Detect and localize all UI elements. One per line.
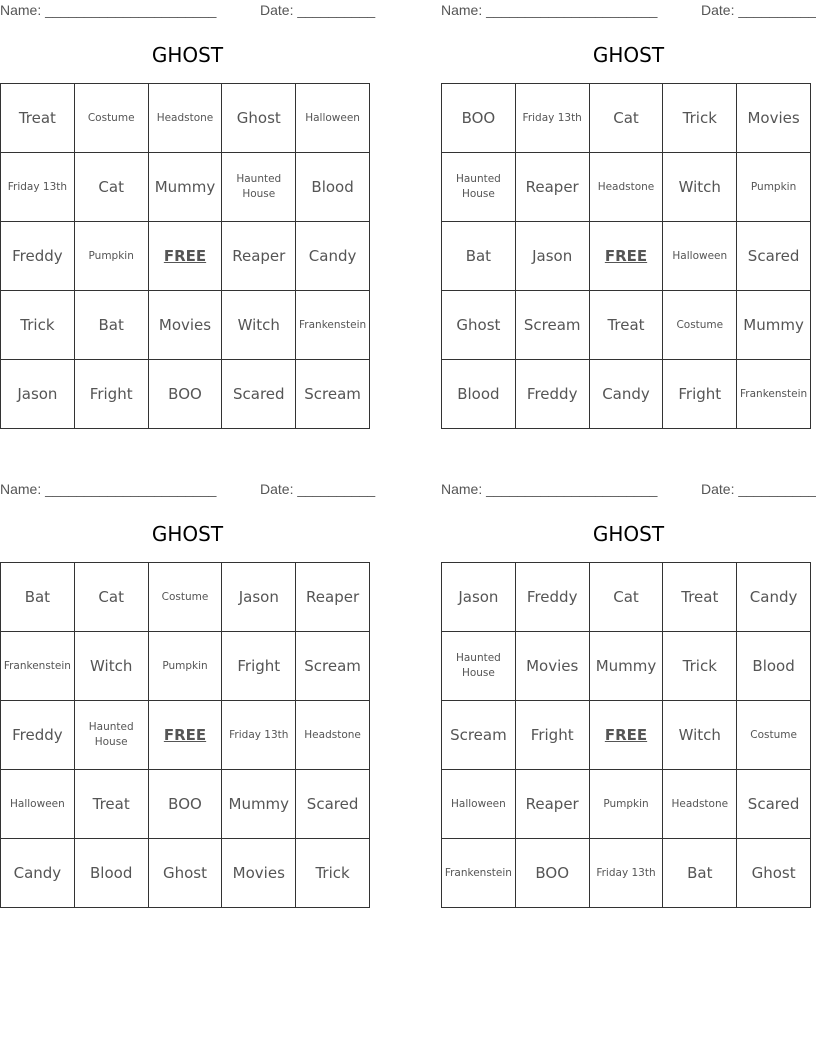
bingo-cell[interactable]: BOO <box>148 770 222 839</box>
bingo-cell[interactable]: Trick <box>663 632 737 701</box>
free-space-cell[interactable]: FREE <box>589 222 663 291</box>
bingo-cell[interactable]: Frankenstein <box>737 360 811 429</box>
bingo-cell[interactable]: Jason <box>442 563 516 632</box>
bingo-card-3 <box>0 479 376 882</box>
bingo-card-2 <box>441 0 816 403</box>
grid-row <box>442 360 811 429</box>
grid-row <box>1 632 370 701</box>
bingo-cell[interactable]: Ghost <box>222 84 296 153</box>
name-field[interactable]: Name: ______________________ <box>0 481 217 497</box>
bingo-cell[interactable]: Fright <box>74 360 148 429</box>
bingo-cell[interactable]: Witch <box>74 632 148 701</box>
bingo-cell[interactable]: Jason <box>222 563 296 632</box>
bingo-grid <box>0 83 370 429</box>
bingo-cell[interactable]: Candy <box>1 839 75 908</box>
bingo-cell[interactable]: Freddy <box>515 563 589 632</box>
bingo-cell[interactable]: Haunted House <box>222 153 296 222</box>
bingo-cell[interactable]: Jason <box>515 222 589 291</box>
bingo-cell[interactable]: Cat <box>74 563 148 632</box>
bingo-cell[interactable]: Headstone <box>589 153 663 222</box>
bingo-cell[interactable]: Bat <box>74 291 148 360</box>
grid-row <box>442 84 811 153</box>
bingo-cell[interactable]: Freddy <box>1 701 75 770</box>
bingo-cell[interactable]: Scream <box>442 701 516 770</box>
grid-row <box>442 701 811 770</box>
bingo-cell[interactable]: Treat <box>74 770 148 839</box>
bingo-cell[interactable]: Mummy <box>222 770 296 839</box>
bingo-cell[interactable]: Fright <box>663 360 737 429</box>
bingo-cell[interactable]: Fright <box>222 632 296 701</box>
bingo-cell[interactable]: Trick <box>1 291 75 360</box>
grid-row <box>1 701 370 770</box>
bingo-cell[interactable]: Blood <box>737 632 811 701</box>
bingo-cell[interactable]: Frankenstein <box>296 291 370 360</box>
free-space-cell[interactable]: FREE <box>148 701 222 770</box>
card-title: GHOST <box>151 43 224 67</box>
bingo-grid <box>441 83 811 429</box>
bingo-grid <box>0 562 370 908</box>
card-title: GHOST <box>151 522 224 546</box>
bingo-cell[interactable]: Haunted House <box>442 153 516 222</box>
bingo-cell[interactable]: Haunted House <box>442 632 516 701</box>
bingo-cell[interactable]: Bat <box>663 839 737 908</box>
bingo-cell[interactable]: Costume <box>148 563 222 632</box>
grid-row <box>442 563 811 632</box>
grid-row <box>442 291 811 360</box>
date-field[interactable]: Date: __________ <box>260 2 376 18</box>
bingo-cell[interactable]: Candy <box>589 360 663 429</box>
bingo-cell[interactable]: Trick <box>663 84 737 153</box>
bingo-cell[interactable]: Ghost <box>737 839 811 908</box>
bingo-cell[interactable]: Scream <box>296 632 370 701</box>
bingo-cell[interactable]: Scream <box>296 360 370 429</box>
bingo-cell[interactable]: Fright <box>515 701 589 770</box>
bingo-cell[interactable]: Friday 13th <box>222 701 296 770</box>
bingo-cell[interactable]: Halloween <box>1 770 75 839</box>
date-field[interactable]: Date: __________ <box>701 2 816 18</box>
grid-row <box>1 84 370 153</box>
grid-row <box>442 770 811 839</box>
bingo-cell[interactable]: Movies <box>222 839 296 908</box>
bingo-cell[interactable]: Reaper <box>296 563 370 632</box>
bingo-cell[interactable]: BOO <box>442 84 516 153</box>
grid-row <box>1 770 370 839</box>
free-space-cell[interactable]: FREE <box>148 222 222 291</box>
bingo-cell[interactable]: Halloween <box>663 222 737 291</box>
bingo-card-4 <box>441 479 816 882</box>
card-title: GHOST <box>592 43 665 67</box>
bingo-cell[interactable]: Scared <box>737 222 811 291</box>
bingo-cell[interactable]: Bat <box>1 563 75 632</box>
bingo-cell[interactable]: Reaper <box>515 153 589 222</box>
bingo-cell[interactable]: Mummy <box>148 153 222 222</box>
bingo-cell[interactable]: Frankenstein <box>442 839 516 908</box>
grid-row <box>442 839 811 908</box>
bingo-cell[interactable]: Friday 13th <box>589 839 663 908</box>
bingo-cell[interactable]: Frankenstein <box>1 632 75 701</box>
date-field[interactable]: Date: __________ <box>701 481 816 497</box>
bingo-cell[interactable]: Cat <box>589 563 663 632</box>
bingo-cell[interactable]: Candy <box>737 563 811 632</box>
bingo-cell[interactable]: Trick <box>296 839 370 908</box>
bingo-cell[interactable]: Friday 13th <box>1 153 75 222</box>
bingo-cell[interactable]: Haunted House <box>74 701 148 770</box>
bingo-cell[interactable]: BOO <box>515 839 589 908</box>
card-title: GHOST <box>592 522 665 546</box>
bingo-cell[interactable]: Ghost <box>148 839 222 908</box>
bingo-cell[interactable]: Costume <box>663 291 737 360</box>
bingo-cell[interactable]: Reaper <box>222 222 296 291</box>
bingo-cell[interactable]: Costume <box>737 701 811 770</box>
free-space-cell[interactable]: FREE <box>589 701 663 770</box>
name-field[interactable]: Name: ______________________ <box>0 2 217 18</box>
bingo-cell[interactable]: Candy <box>296 222 370 291</box>
bingo-cell[interactable]: Treat <box>1 84 75 153</box>
bingo-cell[interactable]: Movies <box>148 291 222 360</box>
bingo-cell[interactable]: Mummy <box>589 632 663 701</box>
bingo-cell[interactable]: Blood <box>442 360 516 429</box>
bingo-cell[interactable]: Freddy <box>515 360 589 429</box>
grid-row <box>442 632 811 701</box>
grid-row <box>1 360 370 429</box>
bingo-cell[interactable]: Cat <box>589 84 663 153</box>
grid-row <box>1 291 370 360</box>
bingo-cell[interactable]: Costume <box>74 84 148 153</box>
bingo-cell[interactable]: Reaper <box>515 770 589 839</box>
bingo-cell[interactable]: Friday 13th <box>515 84 589 153</box>
bingo-cell[interactable]: Headstone <box>296 701 370 770</box>
name-field[interactable]: Name: ______________________ <box>441 2 658 18</box>
name-field[interactable]: Name: ______________________ <box>441 481 658 497</box>
bingo-cell[interactable]: Pumpkin <box>737 153 811 222</box>
grid-row <box>442 153 811 222</box>
bingo-cell[interactable]: Mummy <box>737 291 811 360</box>
bingo-cell[interactable]: Blood <box>296 153 370 222</box>
bingo-cell[interactable]: Witch <box>222 291 296 360</box>
card-header <box>441 0 816 22</box>
bingo-cell[interactable]: Witch <box>663 153 737 222</box>
bingo-cell[interactable]: Blood <box>74 839 148 908</box>
bingo-cell[interactable]: Scared <box>296 770 370 839</box>
bingo-cell[interactable]: Movies <box>515 632 589 701</box>
grid-row <box>442 222 811 291</box>
grid-row <box>1 839 370 908</box>
bingo-cell[interactable]: Headstone <box>663 770 737 839</box>
bingo-cell[interactable]: Freddy <box>1 222 75 291</box>
bingo-cell[interactable]: Bat <box>442 222 516 291</box>
bingo-cell[interactable]: Halloween <box>296 84 370 153</box>
card-header <box>0 0 376 22</box>
bingo-card-1 <box>0 0 376 403</box>
card-header <box>0 479 376 501</box>
bingo-cell[interactable]: Treat <box>589 291 663 360</box>
bingo-cell[interactable]: Scared <box>222 360 296 429</box>
bingo-cell[interactable]: Pumpkin <box>74 222 148 291</box>
bingo-cell[interactable]: Pumpkin <box>148 632 222 701</box>
grid-row <box>1 153 370 222</box>
bingo-cell[interactable]: Jason <box>1 360 75 429</box>
date-field[interactable]: Date: __________ <box>260 481 376 497</box>
grid-row <box>1 563 370 632</box>
bingo-cell[interactable]: Scream <box>515 291 589 360</box>
card-header <box>441 479 816 501</box>
bingo-cell[interactable]: Witch <box>663 701 737 770</box>
bingo-cell[interactable]: Treat <box>663 563 737 632</box>
bingo-cell[interactable]: Cat <box>74 153 148 222</box>
bingo-grid <box>441 562 811 908</box>
bingo-cell[interactable]: Scared <box>737 770 811 839</box>
bingo-cell[interactable]: Halloween <box>442 770 516 839</box>
bingo-cell[interactable]: Ghost <box>442 291 516 360</box>
bingo-cell[interactable]: Headstone <box>148 84 222 153</box>
bingo-cell[interactable]: BOO <box>148 360 222 429</box>
bingo-cell[interactable]: Pumpkin <box>589 770 663 839</box>
grid-row <box>1 222 370 291</box>
bingo-cell[interactable]: Movies <box>737 84 811 153</box>
